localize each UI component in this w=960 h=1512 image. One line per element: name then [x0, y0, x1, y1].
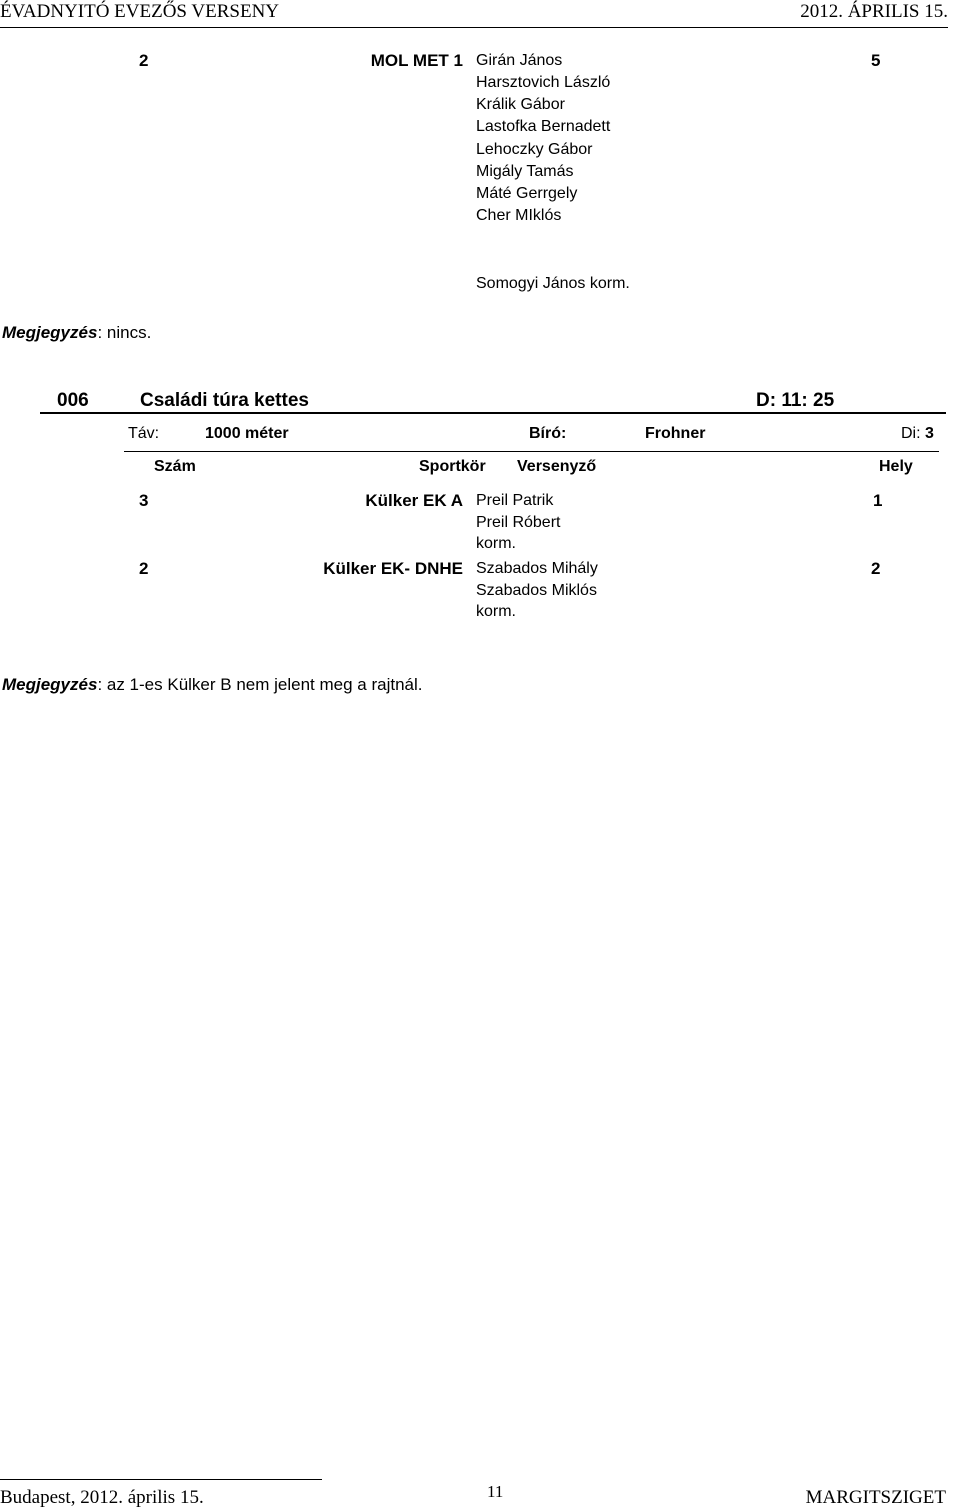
col-header-num: Szám — [154, 458, 196, 475]
race-start-time: D: 11: 25 — [756, 390, 835, 411]
note-text: : az 1-es Külker B nem jelent meg a rajtnál. — [97, 675, 423, 694]
note-nincs — [2, 323, 151, 343]
row2-club: Külker EK- DNHE — [323, 559, 463, 578]
judge-label: Bíró: — [529, 425, 567, 442]
row1-club: Külker EK A — [365, 491, 463, 510]
row2-rower-2: Szabados Miklós — [476, 582, 597, 599]
row1-number: 3 — [139, 491, 149, 510]
prev-rower-3: Králik Gábor — [476, 96, 565, 113]
prev-rower-4: Lastofka Bernadett — [476, 118, 611, 135]
prev-rower-6: Migály Tamás — [476, 163, 574, 180]
col-header-place: Hely — [879, 458, 913, 475]
prev-entry-number: 2 — [139, 51, 149, 70]
prev-entry-club: MOL MET 1 — [370, 51, 463, 70]
footer-rule — [0, 1479, 322, 1480]
prev-rower-7: Máté Gerrgely — [476, 185, 578, 202]
note-text: : nincs. — [97, 323, 152, 342]
prev-cox: Somogyi János korm. — [476, 275, 630, 292]
note-label: Megjegyzés — [2, 323, 98, 342]
distance-value: 1000 méter — [205, 425, 289, 442]
distance-rule — [124, 451, 939, 452]
header-date: 2012. ÁPRILIS 15. — [800, 1, 948, 22]
row1-rower-1: Preil Patrik — [476, 492, 554, 509]
row1-rower-2: Preil Róbert — [476, 514, 561, 531]
race-rule — [40, 412, 946, 414]
prev-rower-5: Lehoczky Gábor — [476, 141, 593, 158]
page-number: 11 — [487, 1482, 504, 1501]
race-name: Családi túra kettes — [140, 390, 309, 411]
row2-cox: korm. — [476, 603, 516, 620]
di-label: Di: — [901, 425, 921, 442]
prev-entry-place: 5 — [871, 51, 881, 70]
di-info — [901, 425, 934, 443]
footer-location-date: Budapest, 2012. április 15. — [0, 1487, 204, 1508]
col-header-competitor: Versenyző — [517, 458, 597, 475]
row1-place: 1 — [873, 491, 883, 510]
prev-rower-2: Harsztovich László — [476, 74, 611, 91]
di-value: 3 — [925, 425, 934, 442]
note-absent — [2, 675, 422, 695]
prev-rower-1: Girán János — [476, 52, 563, 69]
footer-venue: MARGITSZIGET — [805, 1487, 946, 1508]
row2-number: 2 — [139, 559, 149, 578]
header-title: ÉVADNYITÓ EVEZŐS VERSENY — [0, 1, 280, 22]
prev-rower-8: Cher MIklós — [476, 207, 562, 224]
race-number: 006 — [57, 390, 89, 411]
judge-name: Frohner — [645, 425, 706, 442]
distance-label: Táv: — [128, 425, 160, 442]
col-header-club: Sportkör — [419, 458, 486, 475]
row2-place: 2 — [871, 559, 881, 578]
header-rule — [0, 27, 948, 28]
row2-rower-1: Szabados Mihály — [476, 560, 598, 577]
note-label: Megjegyzés — [2, 675, 98, 694]
row1-cox: korm. — [476, 535, 516, 552]
